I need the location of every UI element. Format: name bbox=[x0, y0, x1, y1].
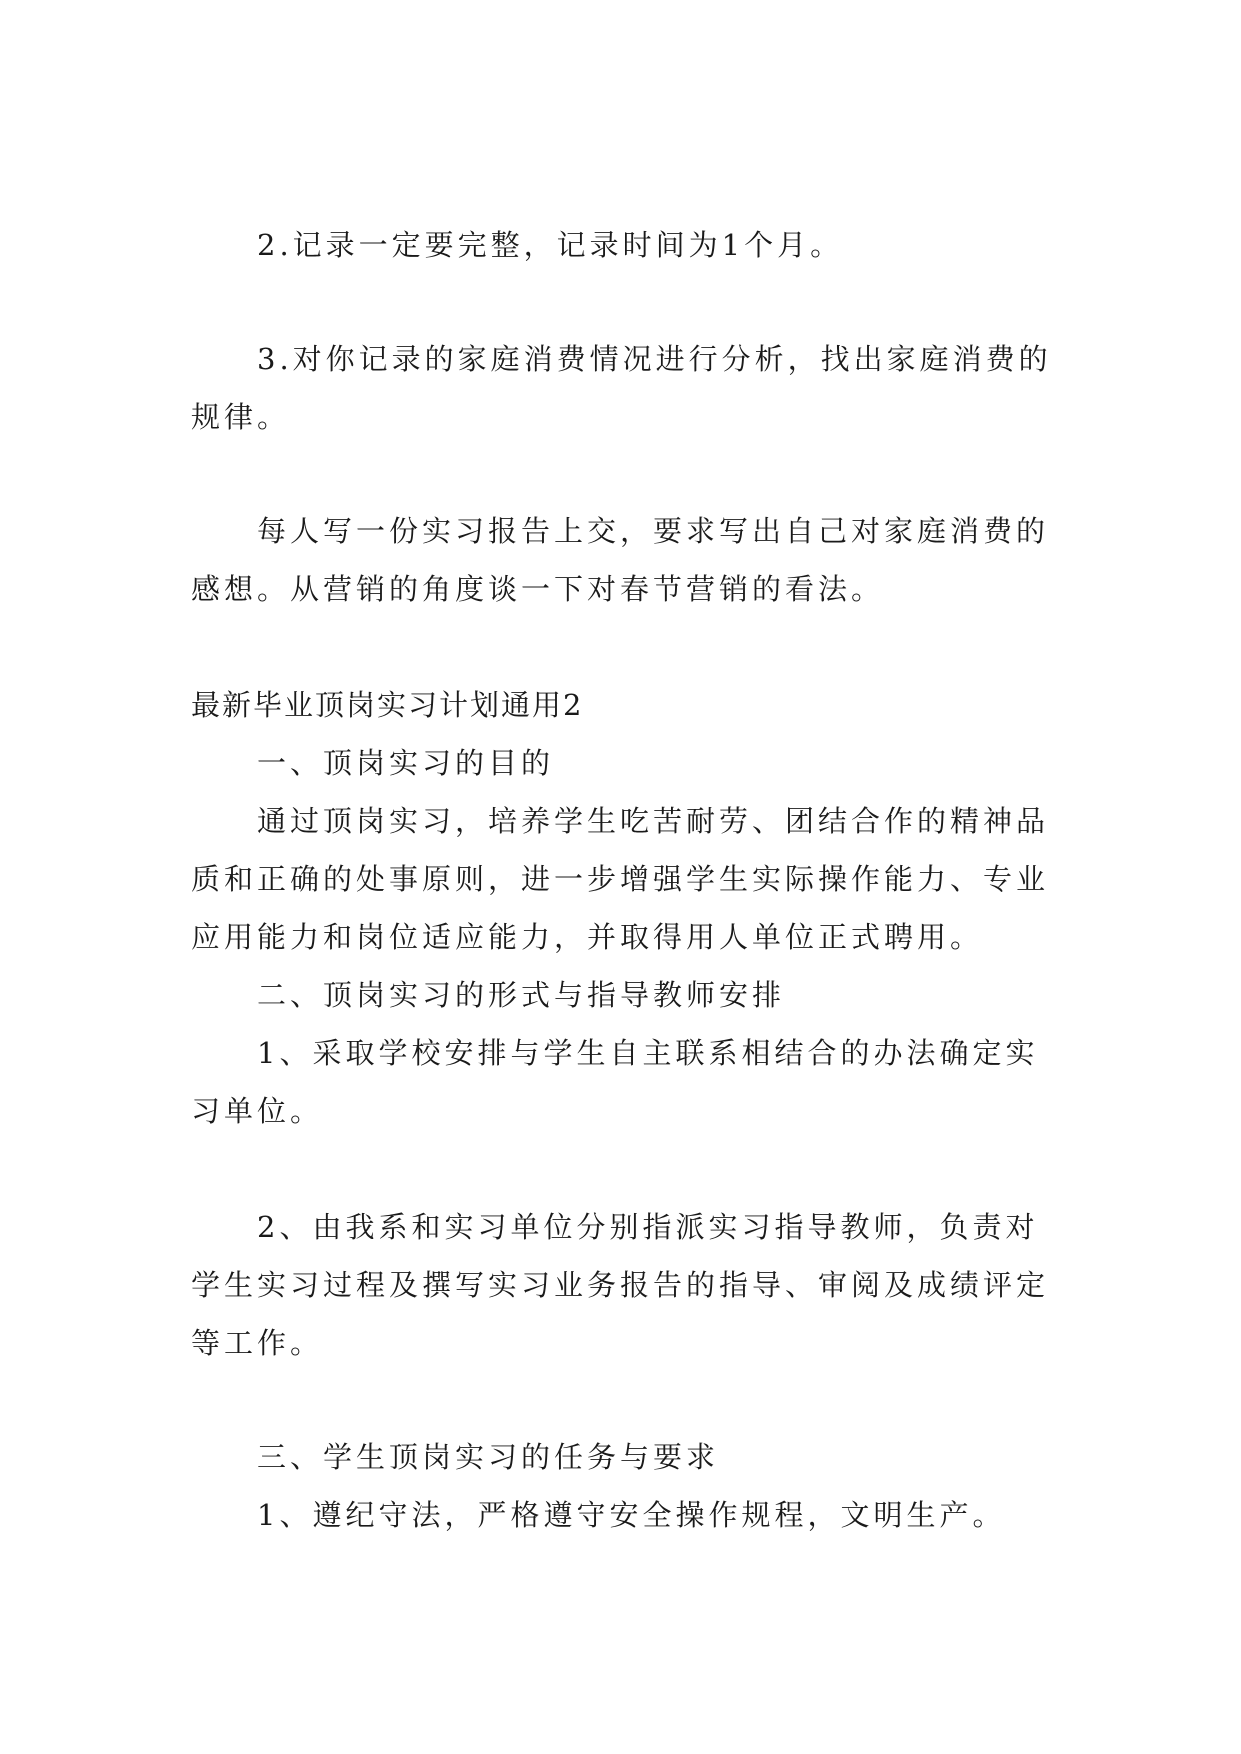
heading-form: 二、顶岗实习的形式与指导教师安排 bbox=[257, 978, 786, 1012]
paragraph-form-2: 2、由我系和实习单位分别指派实习指导教师，负责对学生实习过程及撰写实习业务报告的指导、审阅及成绩评定等工作。 bbox=[191, 1210, 1050, 1360]
paragraph-record-complete: 2.记录一定要完整，记录时间为1个月。 bbox=[257, 228, 844, 262]
heading-tasks: 三、学生顶岗实习的任务与要求 bbox=[257, 1440, 720, 1474]
paragraph-analysis: 3.对你记录的家庭消费情况进行分析，找出家庭消费的规律。 bbox=[191, 342, 1052, 434]
paragraph-purpose: 通过顶岗实习，培养学生吃苦耐劳、团结合作的精神品质和正确的处事原则，进一步增强学生实际操作能力、专业应用能力和岗位适应能力，并取得用人单位正式聘用。 bbox=[191, 804, 1050, 954]
section-title: 最新毕业顶岗实习计划通用2 bbox=[191, 688, 584, 722]
paragraph-tasks-1: 1、遵纪守法，严格遵守安全操作规程，文明生产。 bbox=[257, 1498, 1006, 1532]
heading-purpose: 一、顶岗实习的目的 bbox=[257, 746, 555, 780]
paragraph-report: 每人写一份实习报告上交，要求写出自己对家庭消费的感想。从营销的角度谈一下对春节营销的看法。 bbox=[191, 514, 1050, 606]
paragraph-form-1: 1、采取学校安排与学生自主联系相结合的办法确定实习单位。 bbox=[191, 1036, 1039, 1128]
